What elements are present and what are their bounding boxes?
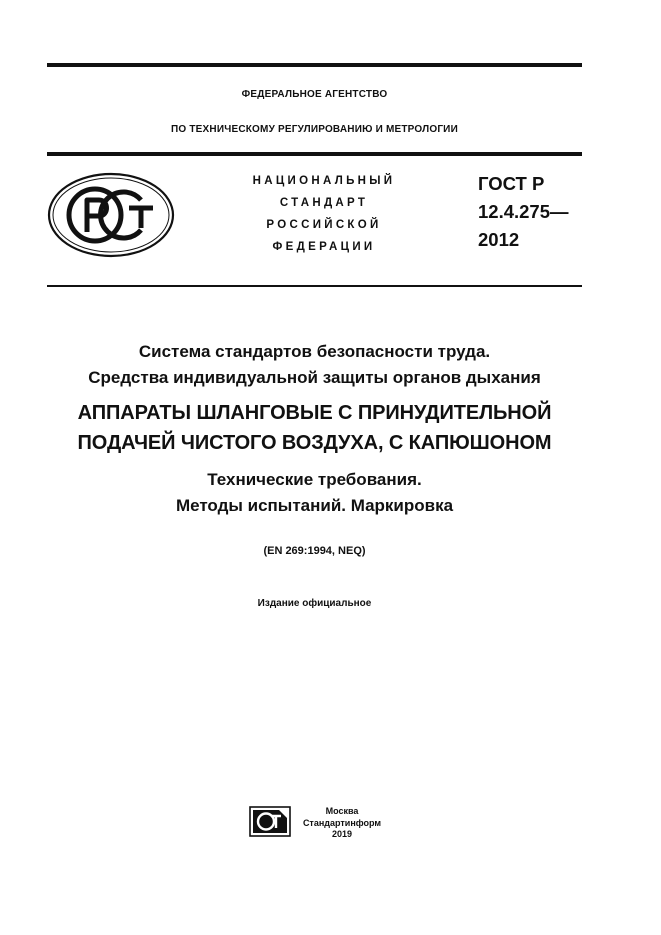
edition-label: Издание официальное [257, 598, 372, 609]
publisher-city: Москва [325, 806, 359, 816]
header-rule [47, 152, 582, 156]
subtitle [47, 467, 582, 519]
system-title [47, 339, 582, 391]
publisher-year: 2019 [331, 829, 353, 839]
en-reference: (EN 269:1994, NEQ) [263, 545, 366, 557]
national-line-2: СТАНДАРТ [279, 197, 369, 209]
gost-line-2: 12.4.275— [478, 201, 569, 222]
publisher-info [292, 806, 392, 841]
main-title [47, 398, 582, 458]
publisher-name: Стандартинформ [302, 817, 382, 828]
system-line-2: Средства индивидуальной защиты органов дыхания [88, 368, 541, 387]
standartinform-logo-icon [249, 806, 291, 837]
top-rule [47, 63, 582, 67]
subtitle-line-2: Методы испытаний. Маркировка [175, 496, 454, 515]
gost-number [478, 170, 588, 254]
gost-line-1: ГОСТ Р [478, 173, 545, 194]
system-line-1: Система стандартов безопасности труда. [138, 342, 491, 361]
rst-certification-logo-icon [47, 172, 175, 258]
main-title-line-1: АППАРАТЫ ШЛАНГОВЫЕ С ПРИНУДИТЕЛЬНОЙ [77, 402, 552, 424]
agency-line-1: ФЕДЕРАЛЬНОЕ АГЕНТСТВО [241, 89, 388, 100]
national-standard-label [210, 170, 438, 258]
agency-line-2: ПО ТЕХНИЧЕСКОМУ РЕГУЛИРОВАНИЮ И МЕТРОЛОГИИ [171, 124, 458, 135]
national-line-1: НАЦИОНАЛЬНЫЙ [252, 175, 396, 187]
national-line-4: ФЕДЕРАЦИИ [272, 241, 376, 253]
national-line-3: РОССИЙСКОЙ [266, 219, 382, 231]
main-title-line-2: ПОДАЧЕЙ ЧИСТОГО ВОЗДУХА, С КАПЮШОНОМ [77, 432, 552, 454]
block-rule [47, 285, 582, 287]
gost-line-3: 2012 [478, 229, 520, 250]
subtitle-line-1: Технические требования. [207, 470, 422, 489]
